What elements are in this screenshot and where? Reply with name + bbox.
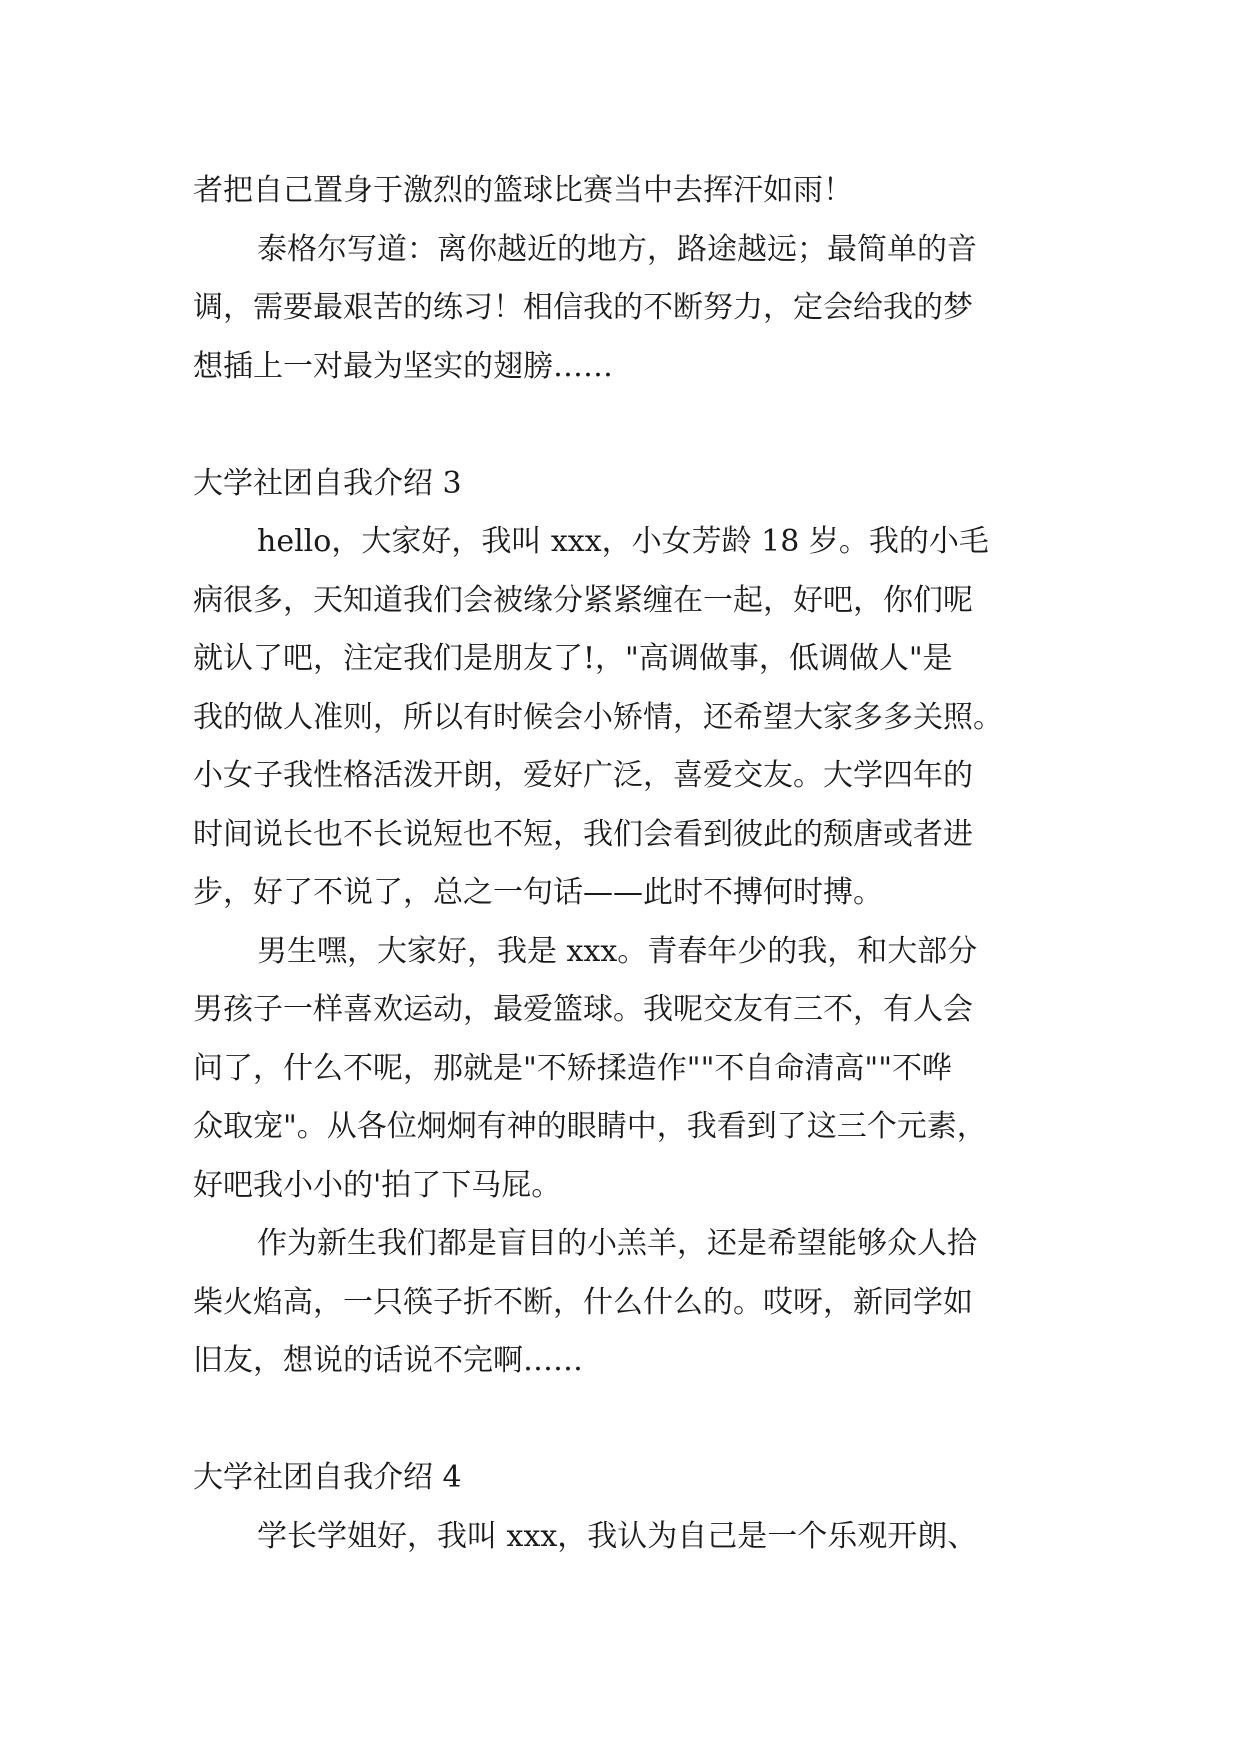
section-4-paragraph-1 xyxy=(193,1508,1053,1567)
text-line: 问了，什么不呢，那就是"不矫揉造作""不自命清高""不哗 xyxy=(193,1050,952,1086)
text-line: 病很多，天知道我们会被缘分紧紧缠在一起，好吧，你们呢 xyxy=(193,582,973,618)
document-body xyxy=(193,162,1053,1566)
section-3 xyxy=(193,455,1053,1391)
text-line: 学长学姐好，我叫 xxx，我认为自己是一个乐观开朗、 xyxy=(257,1518,978,1554)
text-line: 者把自己置身于激烈的篮球比赛当中去挥汗如雨！ xyxy=(193,173,853,208)
text-line: 小女子我性格活泼开朗，爱好广泛，喜爱交友。大学四年的 xyxy=(193,758,973,793)
paragraph-intro-tail xyxy=(193,162,1053,221)
text-line: hello，大家好，我叫 xxx，小女芳龄 18 岁。我的小毛 xyxy=(257,524,989,559)
text-line: 好吧我小小的'拍了下马屁。 xyxy=(193,1167,562,1203)
text-line: 男孩子一样喜欢运动，最爱篮球。我呢交友有三不，有人会 xyxy=(193,992,973,1027)
text-line: 柴火焰高，一只筷子折不断，什么什么的。哎呀，新同学如 xyxy=(193,1284,973,1320)
section-spacer xyxy=(193,1391,1053,1450)
text-line: 旧友，想说的话说不完啊…… xyxy=(193,1343,583,1378)
text-line: 我的做人准则，所以有时候会小矫情，还希望大家多多关照。 xyxy=(193,699,1003,735)
section-3-paragraph-3 xyxy=(193,1215,1053,1391)
paragraph-quote xyxy=(193,221,1053,397)
text-line: 众取宠"。从各位炯炯有神的眼睛中，我看到了这三个元素， xyxy=(193,1109,987,1144)
text-line: 时间说长也不长说短也不短，我们会看到彼此的颓唐或者进 xyxy=(193,816,973,852)
text-line: 想插上一对最为坚实的翅膀…… xyxy=(193,348,613,384)
section-3-paragraph-2 xyxy=(193,923,1053,1216)
section-heading: 大学社团自我介绍 3 xyxy=(193,465,462,501)
text-line: 泰格尔写道：离你越近的地方，路途越远；最简单的音 xyxy=(257,231,977,267)
text-line: 就认了吧，注定我们是朋友了!，"高调做事，低调做人"是 xyxy=(193,641,953,676)
text-line: 作为新生我们都是盲目的小羔羊，还是希望能够众人拾 xyxy=(257,1226,977,1261)
text-line: 调，需要最艰苦的练习！相信我的不断努力，定会给我的梦 xyxy=(193,290,973,325)
section-heading: 大学社团自我介绍 4 xyxy=(193,1460,462,1495)
text-line: 男生嘿，大家好，我是 xxx。青春年少的我，和大部分 xyxy=(257,933,978,969)
section-spacer xyxy=(193,396,1053,455)
section-3-paragraph-1 xyxy=(193,513,1053,923)
text-line: 步，好了不说了，总之一句话——此时不搏何时搏。 xyxy=(193,875,883,910)
section-4 xyxy=(193,1449,1053,1566)
